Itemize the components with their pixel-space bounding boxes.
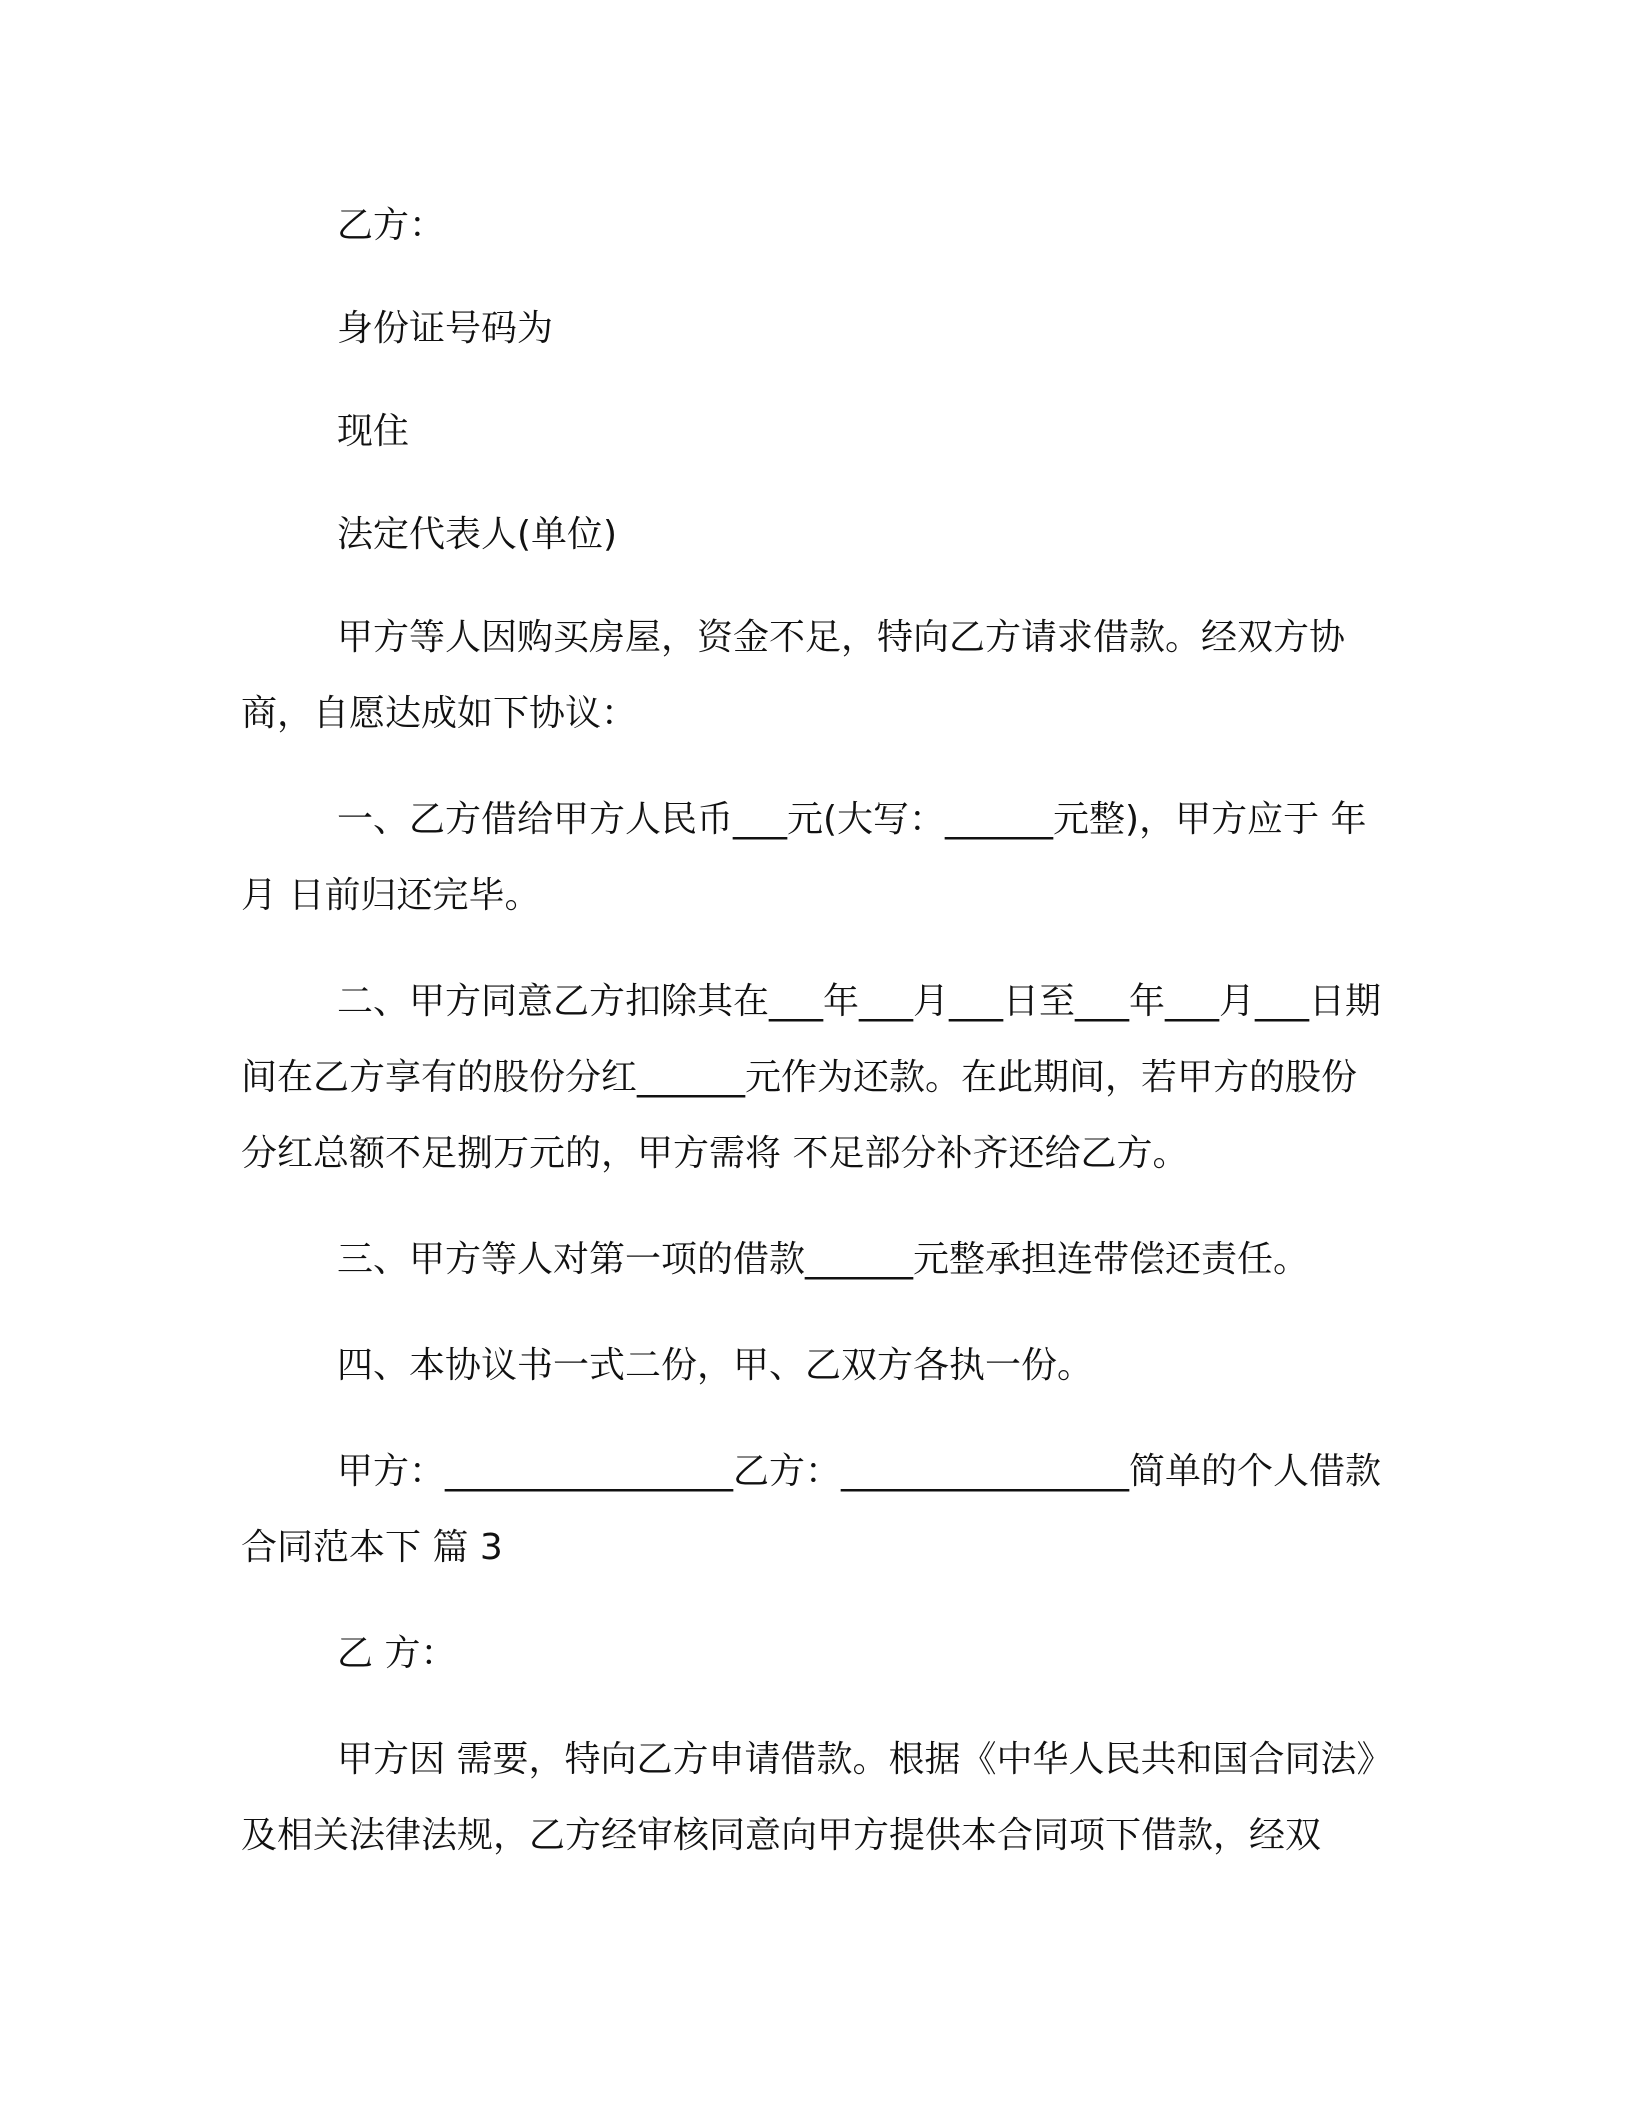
signature-and-heading-line: 甲方：________________乙方：________________简单的个人借款合同范本下 篇 3 [241, 1451, 1382, 1568]
next-contract-paragraph: 甲方因 需要，特向乙方申请借款。根据《中华人民共和国合同法》及相关法律法规，乙方经审核同意向甲方提供本合同项下借款，经双 [241, 1739, 1375, 1856]
party-b-label-2: 乙 方： [337, 1633, 457, 1674]
clause-4: 四、本协议书一式二份，甲、乙双方各执一份。 [337, 1345, 1094, 1386]
address-line: 现住 [337, 411, 410, 452]
party-b-label: 乙方： [337, 205, 446, 246]
clause-3: 三、甲方等人对第一项的借款______元整承担连带偿还责任。 [337, 1239, 1310, 1280]
intro-paragraph: 甲方等人因购买房屋，资金不足，特向乙方请求借款。经双方协商，自愿达成如下协议： [241, 617, 1346, 734]
document-body [241, 188, 1391, 1874]
id-number-line: 身份证号码为 [337, 308, 554, 349]
legal-representative-line: 法定代表人(单位) [337, 514, 618, 555]
clause-2: 二、甲方同意乙方扣除其在___年___月___日至___年___月___日期间在乙方享有的股份分红______元作为还款。在此期间，若甲方的股份分红总额不足捌万元的，甲方需将 不足部分补齐还给乙方。 [241, 981, 1382, 1174]
clause-1: 一、乙方借给甲方人民币___元(大写：______元整)，甲方应于 年 月 日前归还完毕。 [241, 799, 1378, 916]
